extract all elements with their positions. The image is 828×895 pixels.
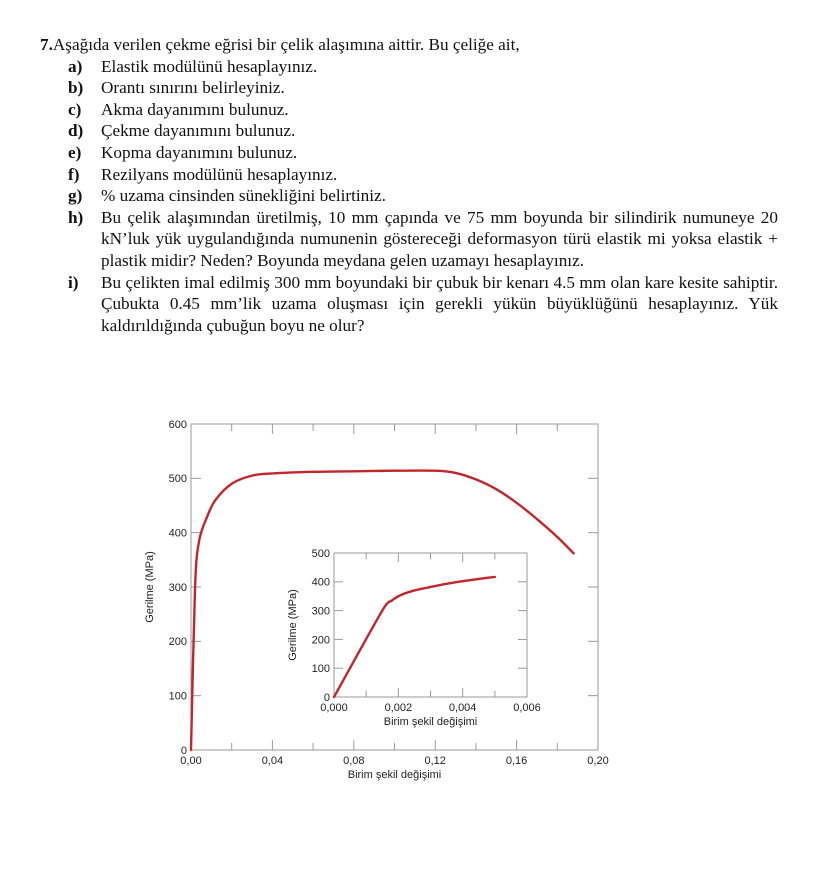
main-x-tick-label: 0,20 (587, 755, 609, 767)
inset-y-tick-label: 200 (311, 634, 330, 647)
main-y-tick-label: 200 (168, 636, 187, 649)
item-letter: c) (68, 99, 82, 119)
inset-y-tick-label: 300 (311, 605, 330, 618)
question-intro: Aşağıda verilen çekme eğrisi bir çelik alaşımına aittir. Bu çeliğe ait, (52, 35, 520, 54)
inset-plot-frame (334, 553, 527, 697)
item-letter: h) (68, 207, 84, 227)
item-text: Bu çelikten imal edilmiş 300 mm boyundaki bir çubuk bir kenarı 4.5 mm olan kare kesite sahiptir. Çubukta 0.45 mm’lik uzama oluşması için gerekli yükün büyüklüğünü hesaplayınız. Yük kaldırıldığında çubuğun boyu ne olur? (101, 272, 778, 335)
inset-x-tick-label: 0,002 (384, 702, 413, 714)
inset-x-axis-label: Birim şekil değişimi (383, 716, 478, 728)
inset-x-tick-label: 0,004 (448, 702, 477, 714)
item-text: Akma dayanımını bulunuz. (101, 99, 289, 119)
item-letter: b) (68, 78, 84, 98)
item-text: Rezilyans modülünü hesaplayınız. (101, 164, 338, 184)
main-y-tick-label: 600 (168, 418, 187, 431)
main-x-tick-label: 0,16 (505, 755, 528, 767)
main-y-tick-label: 400 (168, 527, 187, 540)
main-x-axis-label: Birim şekil değişimi (347, 769, 442, 781)
main-y-axis-label: Gerilme (MPa) (144, 551, 156, 623)
item-letter: f) (68, 164, 80, 184)
question-number: 7. (40, 35, 53, 54)
item-text: Elastik modülünü hesaplayınız. (101, 56, 318, 76)
main-y-tick-label: 500 (168, 473, 187, 486)
main-x-tick-label: 0,00 (180, 755, 202, 767)
inset-y-tick-label: 500 (311, 547, 330, 560)
item-letter: a) (68, 56, 83, 76)
inset-y-tick-label: 0 (323, 691, 330, 704)
inset-y-tick-label: 400 (311, 576, 330, 589)
item-text: Çekme dayanımını bulunuz. (101, 121, 296, 141)
item-letter: d) (68, 121, 84, 141)
item-text: Kopma dayanımını bulunuz. (101, 142, 298, 162)
main-x-tick-label: 0,04 (261, 755, 284, 767)
inset-y-tick-label: 100 (311, 663, 330, 676)
main-y-tick-label: 100 (168, 690, 187, 703)
main-y-tick-label: 0 (180, 744, 187, 757)
inset-x-tick-label: 0,006 (513, 702, 541, 714)
inset-y-axis-label: Gerilme (MPa) (287, 589, 299, 661)
main-x-tick-label: 0,08 (343, 755, 365, 767)
item-letter: i) (68, 272, 79, 292)
main-x-tick-label: 0,12 (424, 755, 446, 767)
item-letter: e) (68, 142, 82, 162)
main-y-tick-label: 300 (168, 581, 187, 594)
item-text: Orantı sınırını belirleyiniz. (101, 78, 285, 98)
inset-x-tick-label: 0,000 (320, 702, 348, 714)
item-text: % uzama cinsinden sünekliğini belirtiniz. (101, 186, 386, 206)
item-text: Bu çelik alaşımından üretilmiş, 10 mm çapında ve 75 mm boyunda bir silindirik numuneye 20 kN’luk yük uygulandığında numunenin göstereceği deformasyon türü elastik mi yoksa elastik + plastik midir? Neden? Boyunda meydana gelen uzamayı hesaplayınız. (101, 207, 778, 270)
item-letter: g) (68, 186, 83, 206)
